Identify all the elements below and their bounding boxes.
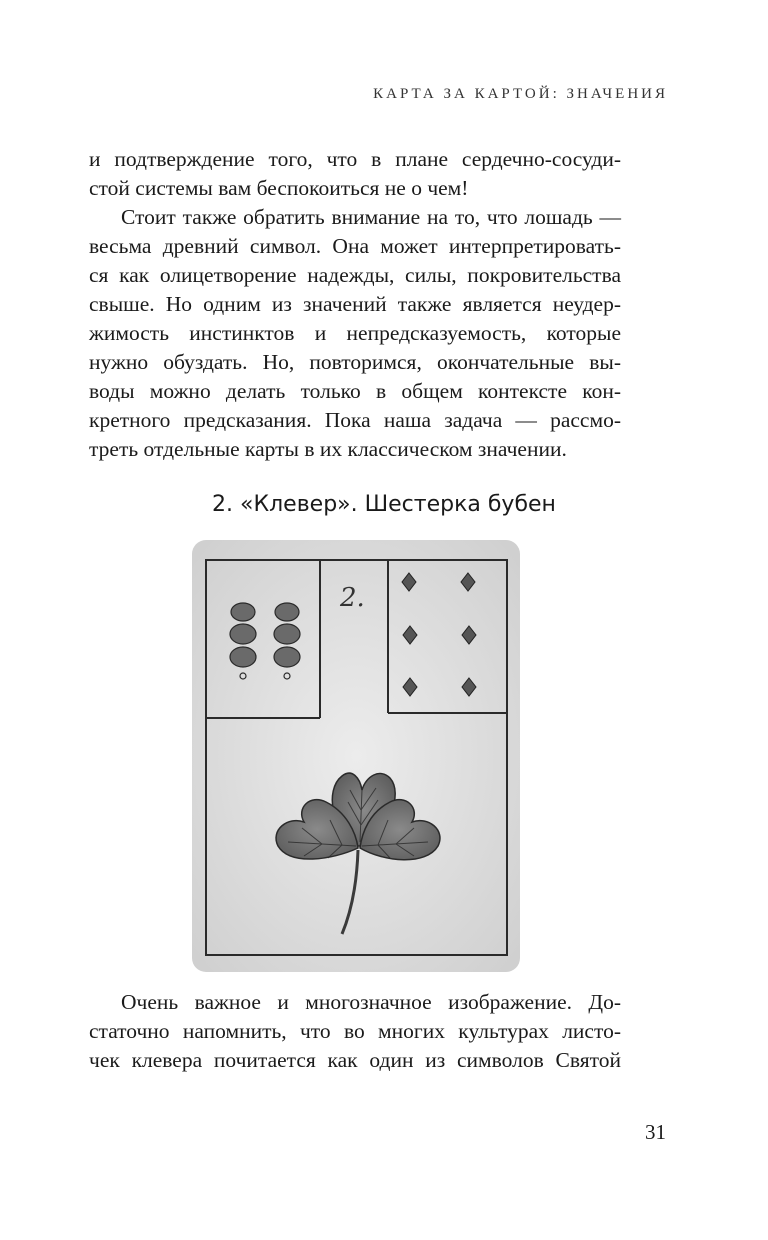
text-line: Очень важное и многозначное изображение. До- xyxy=(121,990,621,1014)
text-line: стой системы вам беспокоиться не о чем! xyxy=(89,176,469,200)
body-text-top xyxy=(89,145,621,464)
text-line: весьма древний символ. Она может интерпретировать- xyxy=(89,234,621,258)
card-illustration xyxy=(192,540,520,972)
text-line: воды можно делать только в общем контексте кон- xyxy=(89,379,621,403)
text-line: чек клевера почитается как один из символов Святой xyxy=(89,1048,621,1072)
text-line: треть отдельные карты в их классическом значении. xyxy=(89,437,567,461)
body-text-bottom xyxy=(89,988,621,1075)
text-line: ся как олицетворение надежды, силы, покровительства xyxy=(89,263,621,287)
page-number: 31 xyxy=(645,1120,666,1144)
text-line: и подтверждение того, что в плане сердечно-сосуди- xyxy=(89,147,621,171)
card-number: 2. xyxy=(340,583,365,613)
section-heading: 2. «Клевер». Шестерка бубен xyxy=(212,492,556,517)
text-line: свыше. Но одним из значений также является неудер- xyxy=(89,292,621,316)
text-line: Стоит также обратить внимание на то, что лошадь — xyxy=(121,205,621,229)
text-line: статочно напомнить, что во многих культурах листо- xyxy=(89,1019,621,1043)
text-line: жимость инстинктов и непредсказуемость, которые xyxy=(89,321,621,345)
running-head: КАРТА ЗА КАРТОЙ: ЗНАЧЕНИЯ xyxy=(373,86,668,102)
text-line: кретного предсказания. Пока наша задача — рассмо- xyxy=(89,408,621,432)
text-line: нужно обуздать. Но, повторимся, окончательные вы- xyxy=(89,350,621,374)
